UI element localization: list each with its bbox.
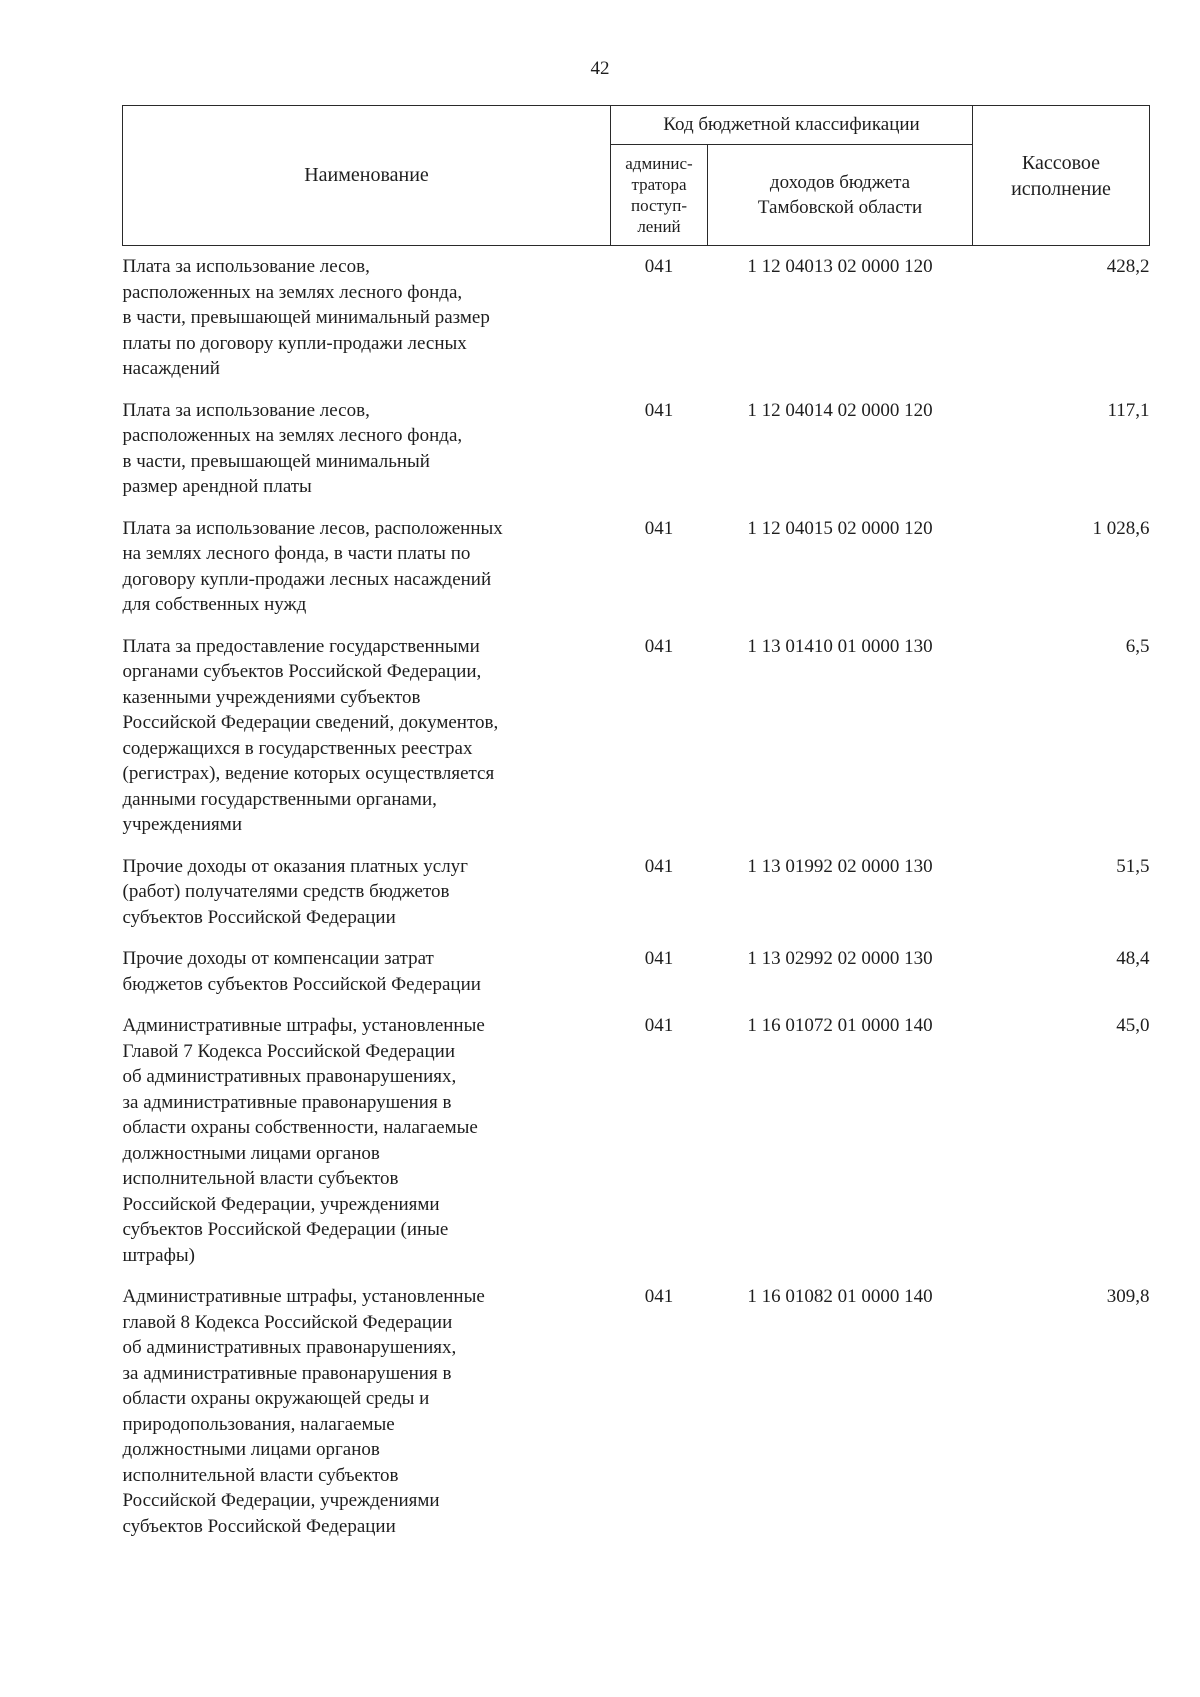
row-name-line: содержащихся в государственных реестрах — [122, 737, 473, 759]
header-admin-line: поступ- — [630, 196, 688, 215]
row-name-line: об административных правонарушениях, — [122, 1337, 457, 1358]
row-name — [123, 1005, 611, 1276]
table-header — [123, 106, 1150, 246]
header-income-code — [708, 145, 973, 246]
row-amount: 117,1 — [1107, 399, 1150, 421]
row-amount: 45,0 — [1116, 1015, 1150, 1036]
table-row — [123, 938, 1150, 1005]
header-name: Наименование — [123, 106, 611, 246]
row-name-line: субъектов Российской Федерации — [122, 906, 396, 928]
header-administrator — [611, 145, 708, 246]
row-name-line: Российской Федерации, учреждениями — [122, 1490, 440, 1511]
header-cash-line: исполнение — [1011, 177, 1111, 200]
row-name-line: должностными лицами органов — [122, 1439, 380, 1460]
row-amount: 309,8 — [1106, 1286, 1150, 1307]
row-name-line: насаждений — [122, 358, 220, 379]
row-income-code: 1 16 01072 01 0000 140 — [747, 1015, 933, 1036]
row-admin-code: 041 — [644, 1015, 674, 1036]
row-admin-code: 041 — [644, 256, 674, 277]
row-name-line: субъектов Российской Федерации (иные — [122, 1219, 449, 1240]
row-name-line: Прочие доходы от компенсации затрат — [122, 948, 434, 969]
row-income-code: 1 16 01082 01 0000 140 — [747, 1286, 933, 1307]
row-name-line: Административные штрафы, установленные — [122, 1015, 485, 1036]
row-name-line: Российской Федерации сведений, документов, — [122, 712, 499, 733]
row-name-line: Плата за предоставление государственными — [122, 635, 480, 657]
budget-table — [122, 105, 1150, 1547]
row-name-line: должностными лицами органов — [122, 1142, 380, 1164]
table-body — [123, 246, 1150, 1548]
row-amount: 48,4 — [1116, 948, 1150, 969]
row-name-line: расположенных на землях лесного фонда, — [122, 281, 463, 303]
row-name — [123, 846, 611, 939]
row-name-line: Административные штрафы, установленные — [122, 1286, 485, 1307]
row-amount: 1 028,6 — [1092, 517, 1150, 539]
row-name-line: области охраны собственности, налагаемые — [122, 1117, 478, 1138]
row-income-code: 1 12 04013 02 0000 120 — [747, 256, 933, 277]
header-income-line: Тамбовской области — [757, 197, 923, 218]
row-name-line: Плата за использование лесов, расположенных — [122, 517, 503, 539]
row-admin-code: 041 — [644, 517, 674, 539]
row-name-line: Российской Федерации, учреждениями — [122, 1193, 440, 1215]
row-name-line: за административные правонарушения в — [122, 1362, 452, 1384]
row-name-line: органами субъектов Российской Федерации, — [122, 661, 482, 682]
row-name-line: для собственных нужд — [122, 594, 307, 615]
row-income-code: 1 13 01410 01 0000 130 — [747, 635, 933, 657]
row-name-line: учреждениями — [122, 814, 242, 835]
row-name-line: размер арендной платы — [122, 476, 312, 497]
header-cash-execution — [973, 106, 1150, 246]
row-admin-code: 041 — [644, 635, 674, 657]
row-name — [123, 938, 611, 1005]
row-amount: 6,5 — [1125, 635, 1150, 657]
header-cash-line: Кассовое — [1021, 151, 1101, 174]
row-name-line: в части, превышающей минимальный — [122, 450, 430, 472]
row-name-line: Главой 7 Кодекса Российской Федерации — [122, 1040, 455, 1062]
row-name-line: исполнительной власти субъектов — [122, 1168, 399, 1189]
row-name-line: об административных правонарушениях, — [122, 1066, 457, 1087]
row-name-line: Прочие доходы от оказания платных услуг — [122, 855, 468, 877]
table-row — [123, 1276, 1150, 1547]
row-amount: 51,5 — [1116, 855, 1150, 877]
row-name-line: Плата за использование лесов, — [122, 256, 370, 277]
header-income-line: доходов бюджета — [769, 172, 911, 193]
row-name-line: штрафы) — [122, 1244, 196, 1266]
row-income-code: 1 12 04014 02 0000 120 — [747, 399, 933, 421]
header-admin-line: лений — [637, 217, 681, 236]
row-name-line: природопользования, налагаемые — [122, 1413, 395, 1435]
header-admin-line: тратора — [631, 175, 687, 194]
header-code-group: Код бюджетной классификации — [611, 106, 973, 145]
table-row — [123, 1005, 1150, 1276]
row-name-line: договору купли-продажи лесных насаждений — [122, 568, 492, 590]
row-name-line: бюджетов субъектов Российской Федерации — [122, 973, 481, 995]
row-name-line: главой 8 Кодекса Российской Федерации — [122, 1311, 453, 1333]
table-row — [123, 846, 1150, 939]
row-name-line: на землях лесного фонда, в части платы по — [122, 543, 471, 564]
row-income-code: 1 13 02992 02 0000 130 — [747, 948, 933, 969]
row-name-line: (регистрах), ведение которых осуществляется — [122, 763, 495, 784]
row-name-line: за административные правонарушения в — [122, 1091, 452, 1113]
row-name-line: Плата за использование лесов, — [122, 399, 370, 421]
row-name — [123, 390, 611, 508]
row-name — [123, 626, 611, 846]
row-name — [123, 508, 611, 626]
header-admin-line: админис- — [625, 154, 693, 173]
row-name-line: исполнительной власти субъектов — [122, 1464, 399, 1486]
row-name-line: казенными учреждениями субъектов — [122, 686, 421, 708]
row-name-line: в части, превышающей минимальный размер — [122, 307, 490, 328]
table-row — [123, 246, 1150, 390]
row-amount: 428,2 — [1106, 256, 1150, 277]
row-income-code: 1 13 01992 02 0000 130 — [747, 855, 933, 877]
row-name — [123, 1276, 611, 1547]
row-name-line: субъектов Российской Федерации — [122, 1515, 396, 1537]
row-name-line: (работ) получателями средств бюджетов — [122, 881, 450, 902]
table-row — [123, 390, 1150, 508]
row-name — [123, 246, 611, 390]
table-row — [123, 508, 1150, 626]
row-name-line: платы по договору купли-продажи лесных — [122, 332, 467, 354]
row-name-line: данными государственными органами, — [122, 788, 437, 810]
row-admin-code: 041 — [644, 1286, 674, 1307]
row-income-code: 1 12 04015 02 0000 120 — [747, 517, 933, 539]
page-number: 42 — [590, 58, 610, 79]
table-row — [123, 626, 1150, 846]
row-admin-code: 041 — [644, 399, 674, 421]
row-admin-code: 041 — [644, 948, 674, 969]
row-admin-code: 041 — [644, 855, 674, 877]
row-name-line: расположенных на землях лесного фонда, — [122, 425, 463, 446]
row-name-line: области охраны окружающей среды и — [122, 1388, 430, 1409]
